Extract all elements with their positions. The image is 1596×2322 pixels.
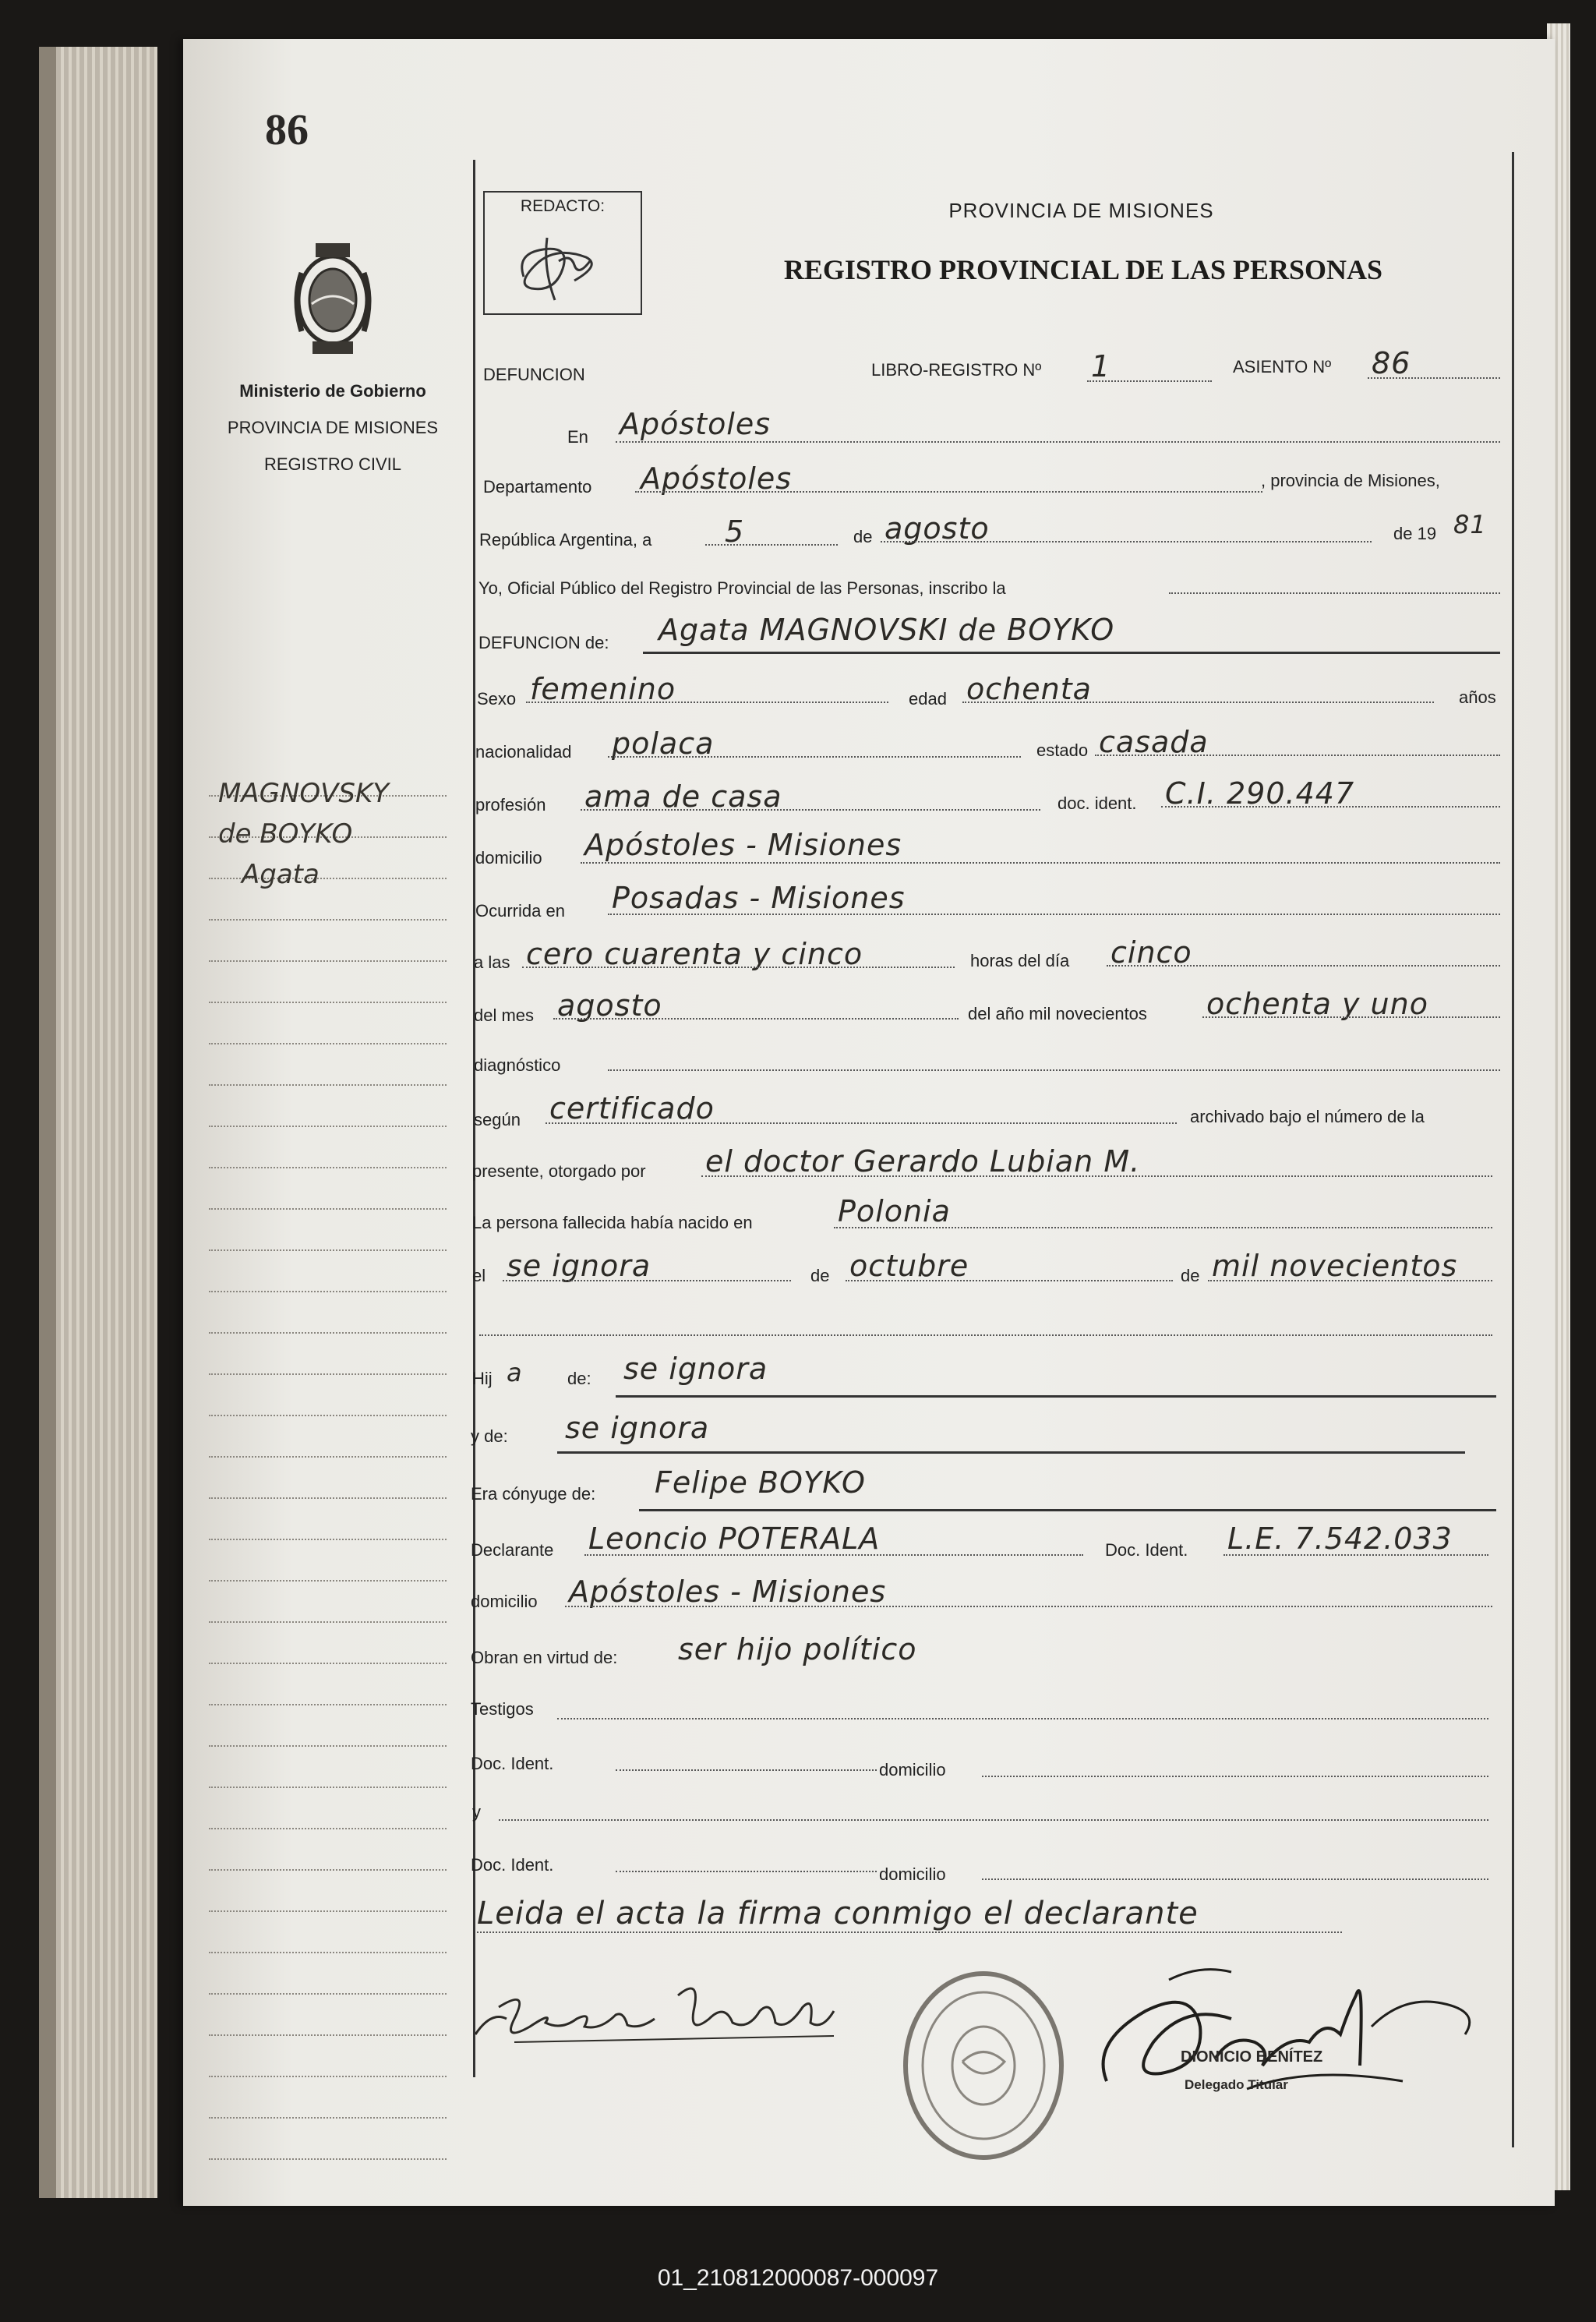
- month-de-label: de: [853, 527, 873, 546]
- right-border: [1512, 152, 1514, 2147]
- ano-line: [1202, 1016, 1500, 1018]
- day-value: 5: [725, 514, 745, 549]
- month-value: agosto: [885, 511, 990, 546]
- domicilio4-line: [982, 1878, 1488, 1880]
- provincia-label: , provincia de Misiones,: [1261, 471, 1440, 490]
- madre-value: se ignora: [565, 1411, 710, 1445]
- y-de-label: y de:: [471, 1426, 508, 1446]
- departamento-label: Departamento: [483, 477, 592, 497]
- margin-ruled-line: [209, 960, 447, 962]
- archivado-label: archivado bajo el número de la: [1190, 1107, 1425, 1126]
- year-value: 81: [1453, 510, 1487, 539]
- estado-label: estado: [1036, 740, 1089, 760]
- diagnostico-line: [608, 1069, 1500, 1071]
- domicilio3-label: domicilio: [879, 1760, 946, 1779]
- republica-label: República Argentina, a: [479, 530, 652, 550]
- declarante-signature: [468, 1964, 842, 2050]
- edad-label: edad: [909, 689, 947, 709]
- departamento-line: [635, 491, 1262, 493]
- obran-label: Obran en virtud de:: [471, 1648, 618, 1667]
- doc-ident1-label: Doc. Ident.: [471, 1754, 554, 1773]
- domicilio3-line: [982, 1776, 1488, 1777]
- defuncion-de-label: DEFUNCION de:: [478, 633, 609, 652]
- margin-ruled-line: [209, 1002, 447, 1003]
- del-mes-label: del mes: [474, 1005, 535, 1025]
- domicilio-label: domicilio: [475, 848, 542, 868]
- margin-ruled-line: [209, 1249, 447, 1251]
- year-label: de 19: [1393, 524, 1437, 543]
- oct-line: [846, 1280, 1173, 1281]
- margin-ruled-line: [209, 2158, 447, 2160]
- ocurrida-label: Ocurrida en: [475, 901, 565, 921]
- registry-title: REGISTRO PROVINCIAL DE LAS PERSONAS: [783, 254, 1383, 285]
- margin-ruled-line: [209, 1291, 447, 1292]
- el-line: [503, 1280, 791, 1281]
- libro-label: LIBRO-REGISTRO Nº: [871, 360, 1042, 380]
- margin-ruled-line: [209, 1126, 447, 1127]
- domicilio-value: Apóstoles - Misiones: [584, 828, 902, 862]
- oct-de-label: de: [810, 1266, 830, 1285]
- en-label: En: [567, 427, 588, 447]
- margin-ruled-line: [209, 1167, 447, 1168]
- asiento-label: ASIENTO Nº: [1233, 357, 1332, 376]
- declarante-label: Declarante: [471, 1540, 554, 1560]
- nacionalidad-line: [608, 756, 1021, 758]
- ministry-heading: [204, 373, 461, 482]
- redacto-signature-icon: [500, 222, 625, 308]
- del-ano-label: del año mil novecientos: [968, 1004, 1147, 1023]
- margin-ruled-line: [209, 1415, 447, 1416]
- ano-value: ochenta y uno: [1206, 987, 1428, 1021]
- domicilio-line: [581, 862, 1500, 864]
- sexo-label: Sexo: [477, 689, 517, 709]
- official-stamp-name: DIONICIO BENÍTEZ: [1181, 2048, 1323, 2066]
- margin-ruled-line: [209, 1704, 447, 1705]
- edad-line: [962, 702, 1434, 703]
- margin-ruled-line: [209, 1456, 447, 1458]
- sexo-line: [526, 702, 888, 703]
- diagnostico-label: diagnóstico: [474, 1055, 561, 1075]
- ocurrida-line: [608, 914, 1500, 915]
- margin-ruled-line: [209, 1663, 447, 1664]
- oct-value: octubre: [849, 1249, 969, 1283]
- ministry-province: PROVINCIA DE MISIONES: [227, 418, 439, 437]
- mil-value: mil novecientos: [1212, 1249, 1458, 1283]
- page-number: 86: [265, 106, 309, 154]
- profesion-value: ama de casa: [584, 779, 782, 814]
- margin-ruled-line: [209, 1497, 447, 1499]
- mes-line: [553, 1018, 959, 1020]
- image-caption: 01_210812000087-000097: [657, 2265, 939, 2291]
- presente-line: [701, 1175, 1492, 1177]
- blank-line: [479, 1334, 1492, 1336]
- a-las-label: a las: [474, 952, 510, 972]
- margin-ruled-line: [209, 1828, 447, 1829]
- mil-line: [1208, 1280, 1492, 1281]
- domicilio2-label: domicilio: [471, 1592, 538, 1611]
- yo-line: [1169, 592, 1500, 594]
- testigos-label: Testigos: [471, 1699, 534, 1719]
- hija-suffix: a: [507, 1358, 523, 1387]
- hija-label: Hij: [472, 1369, 493, 1388]
- nacido-label: La persona fallecida había nacido en: [472, 1213, 753, 1232]
- conyuge-label: Era cónyuge de:: [471, 1484, 596, 1504]
- estado-value: casada: [1099, 725, 1209, 759]
- margin-ruled-line: [209, 1043, 447, 1044]
- doc-value: C.I. 290.447: [1165, 776, 1355, 811]
- margin-ruled-line: [209, 2076, 447, 2077]
- asiento-value: 86: [1372, 346, 1411, 380]
- closing-statement: Leida el acta la firma conmigo el declarante: [477, 1896, 1199, 1931]
- nacionalidad-label: nacionalidad: [475, 742, 572, 762]
- dia-line: [1107, 965, 1500, 967]
- margin-ruled-line: [209, 1869, 447, 1871]
- testigos-line: [557, 1718, 1488, 1719]
- province-title: PROVINCIA DE MISIONES: [948, 199, 1214, 222]
- margin-ruled-line: [209, 1208, 447, 1210]
- hora-value: cero cuarenta y cinco: [526, 937, 863, 971]
- doc-ident-label: Doc. Ident.: [1105, 1540, 1188, 1560]
- mes-value: agosto: [557, 988, 662, 1023]
- yo-label: Yo, Oficial Público del Registro Provincial de las Personas, inscribo la: [478, 578, 1006, 598]
- official-stamp-seal: [900, 1968, 1068, 2163]
- official-stamp-title: Delegado Titular: [1185, 2077, 1288, 2092]
- margin-ruled-line: [209, 1745, 447, 1747]
- doc-ident2-line: [616, 1871, 877, 1872]
- ministry-registry: REGISTRO CIVIL: [263, 454, 402, 474]
- margin-ruled-line: [209, 919, 447, 921]
- edad-value: ochenta: [966, 672, 1092, 706]
- declarante-line: [584, 1554, 1083, 1556]
- presente-label: presente, otorgado por: [472, 1161, 646, 1181]
- domicilio4-label: domicilio: [879, 1864, 946, 1884]
- dia-value: cinco: [1110, 935, 1192, 970]
- mil-de-label: de: [1181, 1266, 1200, 1285]
- redacto-box: [483, 191, 642, 315]
- y-line: [499, 1819, 1488, 1821]
- en-value: Apóstoles: [620, 407, 772, 441]
- margin-ruled-line: [209, 1332, 447, 1334]
- declarante-doc-value: L.E. 7.542.033: [1227, 1521, 1453, 1556]
- padre-line: [616, 1395, 1496, 1398]
- margin-ruled-line: [209, 2034, 447, 2036]
- margin-ruled-line: [209, 1787, 447, 1788]
- nacido-value: Polonia: [838, 1194, 951, 1228]
- ocurrida-value: Posadas - Misiones: [612, 881, 906, 915]
- book-page-edges: [39, 47, 157, 2198]
- margin-surname: MAGNOVSKY: [218, 778, 390, 809]
- margin-ruled-line: [209, 1952, 447, 1953]
- el-value: se ignora: [507, 1249, 651, 1283]
- conyuge-line: [639, 1509, 1496, 1511]
- margin-ruled-line: [209, 1910, 447, 1912]
- deceased-name: Agata MAGNOVSKI de BOYKO: [659, 613, 1115, 647]
- deceased-line: [643, 652, 1500, 654]
- ministry-name: Ministerio de Gobierno: [239, 381, 426, 401]
- en-line: [616, 441, 1500, 443]
- libro-value: 1: [1091, 349, 1111, 383]
- sexo-value: femenino: [530, 672, 676, 706]
- padre-value: se ignora: [623, 1352, 768, 1386]
- libro-line: [1087, 380, 1212, 382]
- margin-annotation: [218, 773, 452, 895]
- margin-married-name: de BOYKO: [218, 818, 353, 850]
- margin-ruled-line: [209, 2117, 447, 2119]
- madre-line: [557, 1451, 1465, 1454]
- margin-ruled-line: [209, 1580, 447, 1582]
- defuncion-label: DEFUNCION: [483, 365, 585, 384]
- nacionalidad-value: polaca: [612, 726, 715, 761]
- margin-ruled-line: [209, 1539, 447, 1540]
- domicilio2-value: Apóstoles - Misiones: [569, 1575, 887, 1609]
- presente-value: el doctor Gerardo Lubian M.: [705, 1144, 1141, 1179]
- day-line: [705, 544, 838, 546]
- horas-label: horas del día: [970, 951, 1070, 970]
- month-line: [881, 541, 1372, 543]
- margin-ruled-line: [209, 1373, 447, 1375]
- doc-ident1-line: [616, 1769, 877, 1771]
- doc-label: doc. ident.: [1058, 793, 1137, 813]
- doc-line: [1161, 806, 1500, 808]
- segun-line: [546, 1122, 1177, 1124]
- segun-label: según: [474, 1110, 521, 1129]
- declarante-value: Leoncio POTERALA: [588, 1521, 881, 1556]
- y-label: y: [472, 1802, 481, 1822]
- profesion-label: profesión: [475, 795, 546, 815]
- margin-ruled-line: [209, 1084, 447, 1086]
- province-coat-of-arms-icon: [284, 242, 382, 359]
- estado-line: [1095, 755, 1500, 756]
- hora-line: [522, 967, 955, 968]
- closing-line: [477, 1931, 1342, 1933]
- departamento-value: Apóstoles: [641, 461, 793, 496]
- nacido-line: [834, 1227, 1492, 1228]
- el-label: el: [472, 1266, 486, 1285]
- conyuge-value: Felipe BOYKO: [655, 1465, 866, 1500]
- margin-given-name: Agata: [242, 859, 320, 890]
- margin-ruled-line: [209, 1993, 447, 1995]
- hija-de-label: de:: [567, 1369, 591, 1388]
- profesion-line: [581, 809, 1040, 811]
- doc-ident2-label: Doc. Ident.: [471, 1855, 554, 1875]
- anos-label: años: [1459, 687, 1496, 707]
- segun-value: certificado: [549, 1091, 715, 1126]
- declarante-doc-line: [1223, 1554, 1488, 1556]
- domicilio2-line: [565, 1606, 1492, 1607]
- redacto-label: REDACTO:: [520, 197, 606, 215]
- obran-value: ser hijo político: [678, 1632, 917, 1666]
- margin-ruled-line: [209, 1621, 447, 1623]
- asiento-line: [1368, 377, 1500, 379]
